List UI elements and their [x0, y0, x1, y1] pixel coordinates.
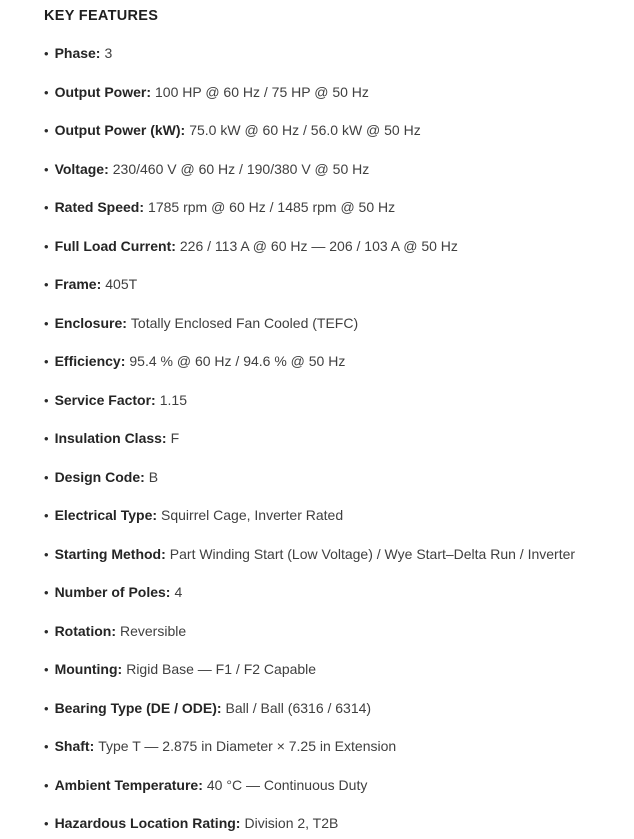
feature-item [44, 699, 614, 718]
feature-label: Mounting: [54, 661, 123, 677]
feature-value: 95.4 % @ 60 Hz / 94.6 % @ 50 Hz [129, 353, 346, 369]
feature-value: Totally Enclosed Fan Cooled (TEFC) [130, 314, 359, 331]
bullet-icon: • [44, 469, 49, 485]
feature-item [44, 391, 614, 410]
feature-item [44, 583, 614, 602]
feature-value: 100 HP @ 60 Hz / 75 HP @ 50 Hz [155, 83, 369, 100]
feature-value: 230/460 V @ 60 Hz / 190/380 V @ 50 Hz [112, 160, 370, 177]
feature-label: Output Power (kW): [54, 122, 186, 138]
feature-value: Reversible [120, 622, 187, 639]
feature-label: Enclosure: [54, 314, 127, 331]
feature-label: Voltage: [54, 160, 109, 177]
feature-label: Rotation: [54, 622, 116, 639]
bullet-icon: • [44, 277, 49, 292]
feature-label: Bearing Type (DE / ODE): [54, 699, 222, 716]
bullet-icon: • [44, 546, 49, 562]
feature-item [44, 776, 614, 795]
feature-value: 1785 rpm @ 60 Hz / 1485 rpm @ 50 Hz [148, 199, 396, 215]
feature-label: Hazardous Location Rating: [54, 815, 241, 831]
feature-label: Ambient Temperature: [54, 776, 203, 793]
section-title: KEY FEATURES [44, 8, 159, 24]
feature-item [44, 83, 614, 102]
bullet-icon: • [44, 585, 49, 600]
bullet-icon: • [44, 123, 49, 138]
feature-label: Output Power: [54, 83, 151, 100]
feature-value: 3 [104, 45, 113, 61]
bullet-icon: • [44, 200, 49, 215]
feature-value: Ball / Ball (6316 / 6314) [225, 699, 372, 716]
feature-label: Efficiency: [54, 353, 126, 369]
feature-value: Type T — 2.875 in Diameter × 7.25 in Extension [98, 738, 397, 754]
feature-item [44, 429, 614, 448]
feature-label: Full Load Current: [54, 237, 176, 254]
feature-item [44, 314, 614, 333]
bullet-icon: • [44, 739, 49, 754]
bullet-icon: • [44, 84, 49, 100]
feature-item [44, 545, 614, 564]
bullet-icon: • [44, 508, 49, 523]
feature-label: Electrical Type: [54, 507, 158, 523]
feature-item [44, 506, 614, 525]
bullet-icon: • [44, 662, 49, 677]
bullet-icon: • [44, 238, 49, 254]
feature-item [44, 121, 614, 140]
feature-value: B [148, 468, 159, 485]
bullet-icon: • [44, 816, 49, 831]
feature-item [44, 275, 614, 294]
bullet-icon: • [44, 392, 49, 408]
feature-value: Division 2, T2B [244, 815, 339, 831]
feature-item [44, 622, 614, 641]
bullet-icon: • [44, 315, 49, 331]
feature-value: F [170, 430, 180, 446]
feature-item [44, 468, 614, 487]
feature-label: Frame: [54, 276, 102, 292]
feature-value: 75.0 kW @ 60 Hz / 56.0 kW @ 50 Hz [189, 122, 421, 138]
feature-item [44, 737, 614, 756]
feature-item [44, 352, 614, 371]
feature-value: 226 / 113 A @ 60 Hz — 206 / 103 A @ 50 Hz [179, 237, 458, 254]
bullet-icon: • [44, 700, 49, 716]
feature-item [44, 44, 614, 63]
feature-item [44, 660, 614, 679]
feature-value: Part Winding Start (Low Voltage) / Wye Start–Delta Run / Inverter [169, 545, 576, 562]
bullet-icon: • [44, 354, 49, 369]
feature-label: Design Code: [54, 468, 145, 485]
bullet-icon: • [44, 431, 49, 446]
feature-value: 4 [174, 584, 183, 600]
features-list [44, 44, 614, 833]
feature-item [44, 237, 614, 256]
feature-label: Rated Speed: [54, 199, 145, 215]
feature-label: Phase: [54, 45, 101, 61]
bullet-icon: • [44, 777, 49, 793]
bullet-icon: • [44, 623, 49, 639]
feature-value: 1.15 [159, 391, 187, 408]
bullet-icon: • [44, 161, 49, 177]
feature-label: Starting Method: [54, 545, 166, 562]
feature-value: Squirrel Cage, Inverter Rated [161, 507, 344, 523]
feature-value: Rigid Base — F1 / F2 Capable [126, 661, 317, 677]
bullet-icon: • [44, 46, 49, 61]
feature-value: 405T [105, 276, 138, 292]
feature-value: 40 °C — Continuous Duty [206, 776, 368, 793]
feature-label: Service Factor: [54, 391, 156, 408]
feature-item [44, 198, 614, 217]
feature-item [44, 160, 614, 179]
feature-item [44, 814, 614, 833]
feature-label: Insulation Class: [54, 430, 167, 446]
feature-label: Shaft: [54, 738, 95, 754]
feature-label: Number of Poles: [54, 584, 171, 600]
